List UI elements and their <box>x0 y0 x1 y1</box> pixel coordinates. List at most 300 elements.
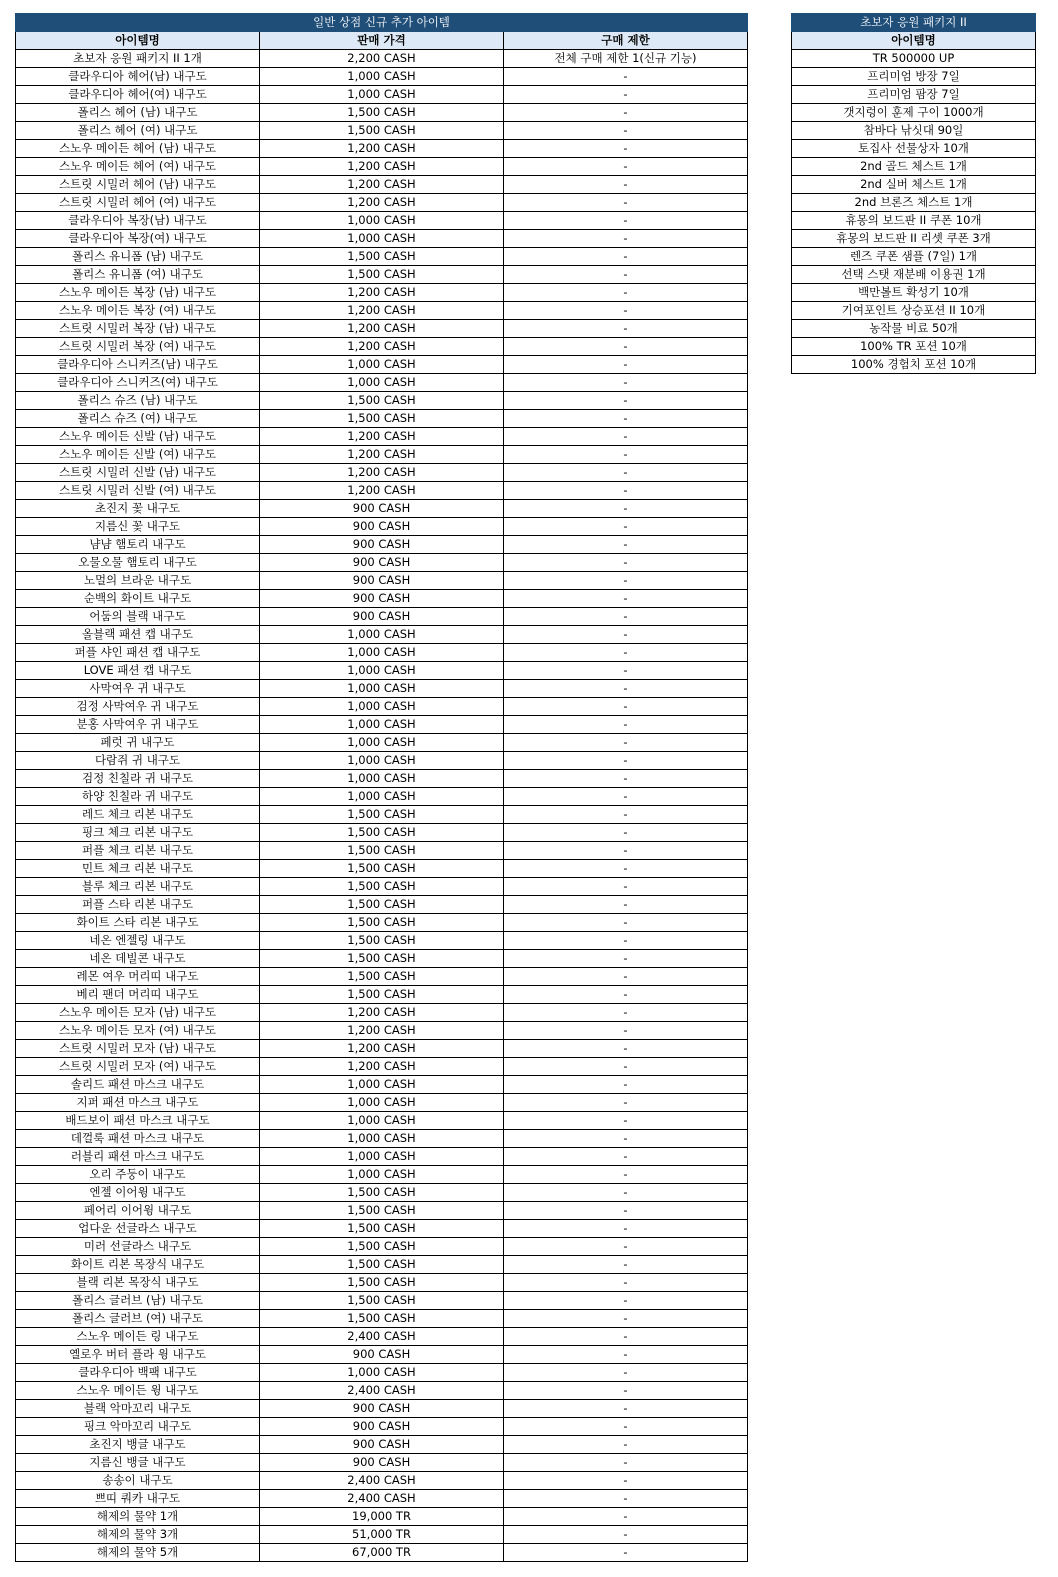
table-row <box>16 446 748 464</box>
purchase-limit-cell: - <box>504 932 748 950</box>
price-cell: 1,500 CASH <box>260 824 504 842</box>
price-cell: 1,500 CASH <box>260 1256 504 1274</box>
price-cell: 1,500 CASH <box>260 914 504 932</box>
price-cell: 1,000 CASH <box>260 1076 504 1094</box>
column-header-price: 판매 가격 <box>260 32 504 50</box>
table-row <box>16 212 748 230</box>
item-name-cell: 스노우 메이든 신발 (여) 내구도 <box>16 446 260 464</box>
purchase-limit-cell: - <box>504 410 748 428</box>
table-row <box>16 914 748 932</box>
purchase-limit-cell: - <box>504 644 748 662</box>
purchase-limit-cell: - <box>504 1112 748 1130</box>
item-name-cell: 스트릿 시밀러 복장 (남) 내구도 <box>16 320 260 338</box>
price-cell: 1,200 CASH <box>260 194 504 212</box>
price-cell: 900 CASH <box>260 1436 504 1454</box>
new-items-title: 일반 상점 신규 추가 아이템 <box>16 14 748 32</box>
table-row <box>16 878 748 896</box>
purchase-limit-cell: - <box>504 482 748 500</box>
price-cell: 1,500 CASH <box>260 104 504 122</box>
purchase-limit-cell: - <box>504 626 748 644</box>
item-name-cell: 스노우 메이든 헤어 (여) 내구도 <box>16 158 260 176</box>
item-name-cell: 스노우 메이든 링 내구도 <box>16 1328 260 1346</box>
item-name-cell: LOVE 패션 캡 내구도 <box>16 662 260 680</box>
item-name-cell: 스트릿 시밀러 모자 (남) 내구도 <box>16 1040 260 1058</box>
table-row <box>792 356 1036 374</box>
item-name-cell: 화이트 리본 목장식 내구도 <box>16 1256 260 1274</box>
price-cell: 1,000 CASH <box>260 1364 504 1382</box>
purchase-limit-cell: - <box>504 1238 748 1256</box>
item-name-cell: 클라우디아 복장(남) 내구도 <box>16 212 260 230</box>
purchase-limit-cell: - <box>504 320 748 338</box>
price-cell: 1,000 CASH <box>260 644 504 662</box>
new-items-table <box>15 13 748 1562</box>
item-name-cell: 스노우 메이든 신발 (남) 내구도 <box>16 428 260 446</box>
purchase-limit-cell: - <box>504 104 748 122</box>
item-name-cell: 클라우디아 스니커즈(남) 내구도 <box>16 356 260 374</box>
price-cell: 1,000 CASH <box>260 698 504 716</box>
table-row <box>16 1544 748 1562</box>
item-name-cell: 페럿 귀 내구도 <box>16 734 260 752</box>
table-row <box>792 194 1036 212</box>
item-name-cell: 스트릿 시밀러 복장 (여) 내구도 <box>16 338 260 356</box>
item-name-cell: 스노우 메이든 모자 (여) 내구도 <box>16 1022 260 1040</box>
purchase-limit-cell: - <box>504 1004 748 1022</box>
purchase-limit-cell: - <box>504 536 748 554</box>
price-cell: 1,500 CASH <box>260 122 504 140</box>
purchase-limit-cell: - <box>504 842 748 860</box>
item-name-cell: 폴리스 헤어 (여) 내구도 <box>16 122 260 140</box>
purchase-limit-cell: - <box>504 806 748 824</box>
price-cell: 1,500 CASH <box>260 896 504 914</box>
package-item-cell: 렌즈 쿠폰 샘플 (7일) 1개 <box>792 248 1036 266</box>
package-item-cell: 프리미엄 팜장 7일 <box>792 86 1036 104</box>
table-row <box>16 788 748 806</box>
purchase-limit-cell: - <box>504 500 748 518</box>
table-row <box>16 1274 748 1292</box>
table-row <box>16 1094 748 1112</box>
table-row <box>16 1346 748 1364</box>
table-row <box>16 302 748 320</box>
price-cell: 1,200 CASH <box>260 1022 504 1040</box>
purchase-limit-cell: - <box>504 266 748 284</box>
table-row <box>16 1184 748 1202</box>
price-cell: 2,400 CASH <box>260 1328 504 1346</box>
item-name-cell: 폴리스 유니폼 (남) 내구도 <box>16 248 260 266</box>
item-name-cell: 퍼플 체크 리본 내구도 <box>16 842 260 860</box>
item-name-cell: 검정 사막여우 귀 내구도 <box>16 698 260 716</box>
table-row <box>792 284 1036 302</box>
item-name-cell: 쁘띠 쿼카 내구도 <box>16 1490 260 1508</box>
table-row <box>16 896 748 914</box>
item-name-cell: 초보자 응원 패키지 II 1개 <box>16 50 260 68</box>
price-cell: 1,000 CASH <box>260 68 504 86</box>
purchase-limit-cell: - <box>504 446 748 464</box>
price-cell: 1,200 CASH <box>260 158 504 176</box>
price-cell: 900 CASH <box>260 572 504 590</box>
table-row <box>16 1238 748 1256</box>
item-name-cell: 폴리스 헤어 (남) 내구도 <box>16 104 260 122</box>
table-row <box>16 338 748 356</box>
table-row <box>792 104 1036 122</box>
purchase-limit-cell: - <box>504 1454 748 1472</box>
purchase-limit-cell: - <box>504 1256 748 1274</box>
item-name-cell: 노멀의 브라운 내구도 <box>16 572 260 590</box>
table-row <box>792 176 1036 194</box>
item-name-cell: 해제의 물약 3개 <box>16 1526 260 1544</box>
price-cell: 1,000 CASH <box>260 680 504 698</box>
price-cell: 900 CASH <box>260 1418 504 1436</box>
purchase-limit-cell: - <box>504 1472 748 1490</box>
package-item-cell: 토집사 선물상자 10개 <box>792 140 1036 158</box>
item-name-cell: 스트릿 시밀러 헤어 (여) 내구도 <box>16 194 260 212</box>
package-item-cell: 농작물 비료 50개 <box>792 320 1036 338</box>
item-name-cell: 오리 주둥이 내구도 <box>16 1166 260 1184</box>
table-row <box>16 158 748 176</box>
purchase-limit-cell: - <box>504 590 748 608</box>
package-item-cell: 프리미엄 방장 7일 <box>792 68 1036 86</box>
table-row <box>16 1022 748 1040</box>
price-cell: 1,500 CASH <box>260 1202 504 1220</box>
price-cell: 1,000 CASH <box>260 788 504 806</box>
purchase-limit-cell: - <box>504 1022 748 1040</box>
table-row <box>16 716 748 734</box>
price-cell: 1,500 CASH <box>260 1238 504 1256</box>
table-row <box>16 1472 748 1490</box>
table-row <box>16 1382 748 1400</box>
item-name-cell: 스트릿 시밀러 신발 (남) 내구도 <box>16 464 260 482</box>
item-name-cell: 네온 엔젤링 내구도 <box>16 932 260 950</box>
item-name-cell: 폴리스 슈즈 (여) 내구도 <box>16 410 260 428</box>
purchase-limit-cell: - <box>504 986 748 1004</box>
table-row <box>792 302 1036 320</box>
purchase-limit-cell: - <box>504 1274 748 1292</box>
item-name-cell: 스트릿 시밀러 모자 (여) 내구도 <box>16 1058 260 1076</box>
item-name-cell: 폴리스 유니폼 (여) 내구도 <box>16 266 260 284</box>
purchase-limit-cell: - <box>504 284 748 302</box>
purchase-limit-cell: - <box>504 140 748 158</box>
package-item-cell: 선택 스탯 재분배 이용권 1개 <box>792 266 1036 284</box>
purchase-limit-cell: - <box>504 734 748 752</box>
price-cell: 1,000 CASH <box>260 626 504 644</box>
price-cell: 1,500 CASH <box>260 1184 504 1202</box>
purchase-limit-cell: - <box>504 1526 748 1544</box>
item-name-cell: 스트릿 시밀러 신발 (여) 내구도 <box>16 482 260 500</box>
table-row <box>16 482 748 500</box>
price-cell: 1,200 CASH <box>260 140 504 158</box>
table-row <box>16 1328 748 1346</box>
item-name-cell: 어둠의 블랙 내구도 <box>16 608 260 626</box>
item-name-cell: 검정 친칠라 귀 내구도 <box>16 770 260 788</box>
table-row <box>792 140 1036 158</box>
purchase-limit-cell: - <box>504 572 748 590</box>
item-name-cell: 폴리스 슈즈 (남) 내구도 <box>16 392 260 410</box>
table-row <box>16 770 748 788</box>
purchase-limit-cell: - <box>504 1202 748 1220</box>
package-item-cell: 참바다 낚싯대 90일 <box>792 122 1036 140</box>
item-name-cell: 분홍 사막여우 귀 내구도 <box>16 716 260 734</box>
price-cell: 1,000 CASH <box>260 374 504 392</box>
table-row <box>16 824 748 842</box>
table-row <box>16 1508 748 1526</box>
table-row <box>16 50 748 68</box>
price-cell: 900 CASH <box>260 536 504 554</box>
table-row <box>16 1202 748 1220</box>
table-row <box>16 806 748 824</box>
item-name-cell: 스노우 메이든 복장 (남) 내구도 <box>16 284 260 302</box>
table-title-row <box>16 14 748 32</box>
package-item-cell: 휴몽의 보드판 II 리셋 쿠폰 3개 <box>792 230 1036 248</box>
table-row <box>16 698 748 716</box>
item-name-cell: 클라우디아 복장(여) 내구도 <box>16 230 260 248</box>
purchase-limit-cell: - <box>504 752 748 770</box>
package-title: 초보자 응원 패키지 II <box>792 14 1036 32</box>
table-row <box>16 248 748 266</box>
table-row <box>16 1130 748 1148</box>
price-cell: 1,500 CASH <box>260 248 504 266</box>
price-cell: 1,500 CASH <box>260 860 504 878</box>
purchase-limit-cell: - <box>504 1328 748 1346</box>
price-cell: 2,400 CASH <box>260 1382 504 1400</box>
price-cell: 1,000 CASH <box>260 86 504 104</box>
price-cell: 1,500 CASH <box>260 968 504 986</box>
table-row <box>16 356 748 374</box>
item-name-cell: 지름신 꽃 내구도 <box>16 518 260 536</box>
price-cell: 1,500 CASH <box>260 986 504 1004</box>
item-name-cell: 네온 데빌콘 내구도 <box>16 950 260 968</box>
table-row <box>16 1166 748 1184</box>
purchase-limit-cell: - <box>504 1130 748 1148</box>
purchase-limit-cell: - <box>504 788 748 806</box>
price-cell: 51,000 TR <box>260 1526 504 1544</box>
table-row <box>16 122 748 140</box>
item-name-cell: 폴리스 글러브 (남) 내구도 <box>16 1292 260 1310</box>
price-cell: 1,200 CASH <box>260 176 504 194</box>
purchase-limit-cell: - <box>504 1346 748 1364</box>
table-row <box>16 554 748 572</box>
item-name-cell: 업다운 선글라스 내구도 <box>16 1220 260 1238</box>
table-row <box>16 644 748 662</box>
item-name-cell: 지퍼 패션 마스크 내구도 <box>16 1094 260 1112</box>
item-name-cell: 해제의 물약 5개 <box>16 1544 260 1562</box>
table-row <box>16 140 748 158</box>
table-row <box>16 266 748 284</box>
price-cell: 1,500 CASH <box>260 266 504 284</box>
item-name-cell: 스노우 메이든 헤어 (남) 내구도 <box>16 140 260 158</box>
table-row <box>16 590 748 608</box>
purchase-limit-cell: - <box>504 860 748 878</box>
purchase-limit-cell: - <box>504 428 748 446</box>
purchase-limit-cell: - <box>504 950 748 968</box>
purchase-limit-cell: - <box>504 662 748 680</box>
price-cell: 67,000 TR <box>260 1544 504 1562</box>
package-item-cell: 2nd 골드 체스트 1개 <box>792 158 1036 176</box>
table-row <box>16 428 748 446</box>
table-row <box>16 734 748 752</box>
purchase-limit-cell: - <box>504 1490 748 1508</box>
item-name-cell: 엔젤 이어윙 내구도 <box>16 1184 260 1202</box>
price-cell: 1,000 CASH <box>260 770 504 788</box>
package-item-cell: 휴몽의 보드판 II 쿠폰 10개 <box>792 212 1036 230</box>
table-row <box>792 338 1036 356</box>
item-name-cell: 화이트 스타 리본 내구도 <box>16 914 260 932</box>
item-name-cell: 솔리드 패션 마스크 내구도 <box>16 1076 260 1094</box>
package-item-cell: 백만볼트 확성기 10개 <box>792 284 1036 302</box>
price-cell: 1,000 CASH <box>260 1148 504 1166</box>
price-cell: 1,000 CASH <box>260 734 504 752</box>
purchase-limit-cell: - <box>504 356 748 374</box>
price-cell: 1,200 CASH <box>260 1040 504 1058</box>
price-cell: 1,500 CASH <box>260 1310 504 1328</box>
item-name-cell: 러블리 패션 마스크 내구도 <box>16 1148 260 1166</box>
item-name-cell: 옐로우 버터 플라 윙 내구도 <box>16 1346 260 1364</box>
price-cell: 900 CASH <box>260 518 504 536</box>
table-row <box>792 158 1036 176</box>
item-name-cell: 초진지 꽃 내구도 <box>16 500 260 518</box>
price-cell: 1,000 CASH <box>260 1166 504 1184</box>
price-cell: 1,200 CASH <box>260 1058 504 1076</box>
table-row <box>16 680 748 698</box>
purchase-limit-cell: - <box>504 1040 748 1058</box>
table-row <box>792 50 1036 68</box>
item-name-cell: 퍼플 스타 리본 내구도 <box>16 896 260 914</box>
table-row <box>16 842 748 860</box>
table-row <box>792 86 1036 104</box>
price-cell: 1,000 CASH <box>260 662 504 680</box>
price-cell: 1,200 CASH <box>260 482 504 500</box>
column-header-purchase-limit: 구매 제한 <box>504 32 748 50</box>
table-row <box>16 1310 748 1328</box>
price-cell: 2,400 CASH <box>260 1472 504 1490</box>
column-header-package-item-name: 아이템명 <box>792 32 1036 50</box>
purchase-limit-cell: - <box>504 1400 748 1418</box>
table-row <box>16 1400 748 1418</box>
item-name-cell: 송송이 내구도 <box>16 1472 260 1490</box>
item-name-cell: 초진지 뱅글 내구도 <box>16 1436 260 1454</box>
purchase-limit-cell: - <box>504 464 748 482</box>
item-name-cell: 순백의 화이트 내구도 <box>16 590 260 608</box>
purchase-limit-cell: - <box>504 374 748 392</box>
package-title-row <box>792 14 1036 32</box>
price-cell: 1,500 CASH <box>260 932 504 950</box>
purchase-limit-cell: - <box>504 86 748 104</box>
item-name-cell: 클라우디아 백팩 내구도 <box>16 1364 260 1382</box>
table-row <box>16 950 748 968</box>
item-name-cell: 사막여우 귀 내구도 <box>16 680 260 698</box>
purchase-limit-cell: - <box>504 878 748 896</box>
table-row <box>16 284 748 302</box>
purchase-limit-cell: - <box>504 1058 748 1076</box>
purchase-limit-cell: - <box>504 716 748 734</box>
table-row <box>16 68 748 86</box>
purchase-limit-cell: - <box>504 1094 748 1112</box>
table-row <box>16 86 748 104</box>
table-row <box>16 968 748 986</box>
item-name-cell: 폴리스 글러브 (여) 내구도 <box>16 1310 260 1328</box>
purchase-limit-cell: - <box>504 230 748 248</box>
table-row <box>16 464 748 482</box>
price-cell: 900 CASH <box>260 500 504 518</box>
package-item-cell: 갯지렁이 훈제 구이 1000개 <box>792 104 1036 122</box>
price-cell: 1,200 CASH <box>260 302 504 320</box>
table-row <box>792 122 1036 140</box>
price-cell: 1,200 CASH <box>260 284 504 302</box>
price-cell: 1,500 CASH <box>260 1274 504 1292</box>
purchase-limit-cell: - <box>504 896 748 914</box>
table-row <box>16 572 748 590</box>
purchase-limit-cell: - <box>504 392 748 410</box>
price-cell: 1,500 CASH <box>260 878 504 896</box>
table-row <box>792 320 1036 338</box>
item-name-cell: 하양 친칠라 귀 내구도 <box>16 788 260 806</box>
table-row <box>16 410 748 428</box>
table-row <box>16 518 748 536</box>
item-name-cell: 지름신 뱅글 내구도 <box>16 1454 260 1472</box>
price-cell: 1,200 CASH <box>260 428 504 446</box>
table-row <box>16 1418 748 1436</box>
purchase-limit-cell: - <box>504 1382 748 1400</box>
price-cell: 2,200 CASH <box>260 50 504 68</box>
column-header-item-name: 아이템명 <box>16 32 260 50</box>
table-row <box>16 662 748 680</box>
purchase-limit-cell: - <box>504 1076 748 1094</box>
table-row <box>16 1364 748 1382</box>
table-row <box>16 1112 748 1130</box>
table-row <box>16 752 748 770</box>
purchase-limit-cell: - <box>504 68 748 86</box>
table-row <box>16 1076 748 1094</box>
package-item-cell: 100% 경험치 포션 10개 <box>792 356 1036 374</box>
price-cell: 1,200 CASH <box>260 338 504 356</box>
purchase-limit-cell: - <box>504 158 748 176</box>
table-row <box>792 266 1036 284</box>
table-row <box>792 248 1036 266</box>
price-cell: 1,200 CASH <box>260 1004 504 1022</box>
price-cell: 1,000 CASH <box>260 752 504 770</box>
price-cell: 1,500 CASH <box>260 950 504 968</box>
price-cell: 1,200 CASH <box>260 446 504 464</box>
package-item-cell: 100% TR 포션 10개 <box>792 338 1036 356</box>
table-row <box>16 608 748 626</box>
purchase-limit-cell: - <box>504 194 748 212</box>
price-cell: 900 CASH <box>260 1346 504 1364</box>
item-name-cell: 민트 체크 리본 내구도 <box>16 860 260 878</box>
item-name-cell: 블랙 리본 목장식 내구도 <box>16 1274 260 1292</box>
purchase-limit-cell: - <box>504 248 748 266</box>
price-cell: 1,000 CASH <box>260 1094 504 1112</box>
item-name-cell: 데껄룩 패션 마스크 내구도 <box>16 1130 260 1148</box>
table-row <box>16 320 748 338</box>
item-name-cell: 페어리 이어윙 내구도 <box>16 1202 260 1220</box>
item-name-cell: 스노우 메이든 윙 내구도 <box>16 1382 260 1400</box>
purchase-limit-cell: - <box>504 554 748 572</box>
purchase-limit-cell: - <box>504 824 748 842</box>
item-name-cell: 블루 체크 리본 내구도 <box>16 878 260 896</box>
item-name-cell: 스노우 메이든 모자 (남) 내구도 <box>16 1004 260 1022</box>
price-cell: 900 CASH <box>260 1400 504 1418</box>
price-cell: 1,500 CASH <box>260 1220 504 1238</box>
price-cell: 900 CASH <box>260 608 504 626</box>
item-name-cell: 해제의 물약 1개 <box>16 1508 260 1526</box>
table-header-row <box>16 32 748 50</box>
table-row <box>16 1220 748 1238</box>
table-row <box>16 194 748 212</box>
table-row <box>16 1004 748 1022</box>
purchase-limit-cell: - <box>504 518 748 536</box>
purchase-limit-cell: - <box>504 338 748 356</box>
table-row <box>16 1436 748 1454</box>
purchase-limit-cell: - <box>504 122 748 140</box>
price-cell: 900 CASH <box>260 590 504 608</box>
